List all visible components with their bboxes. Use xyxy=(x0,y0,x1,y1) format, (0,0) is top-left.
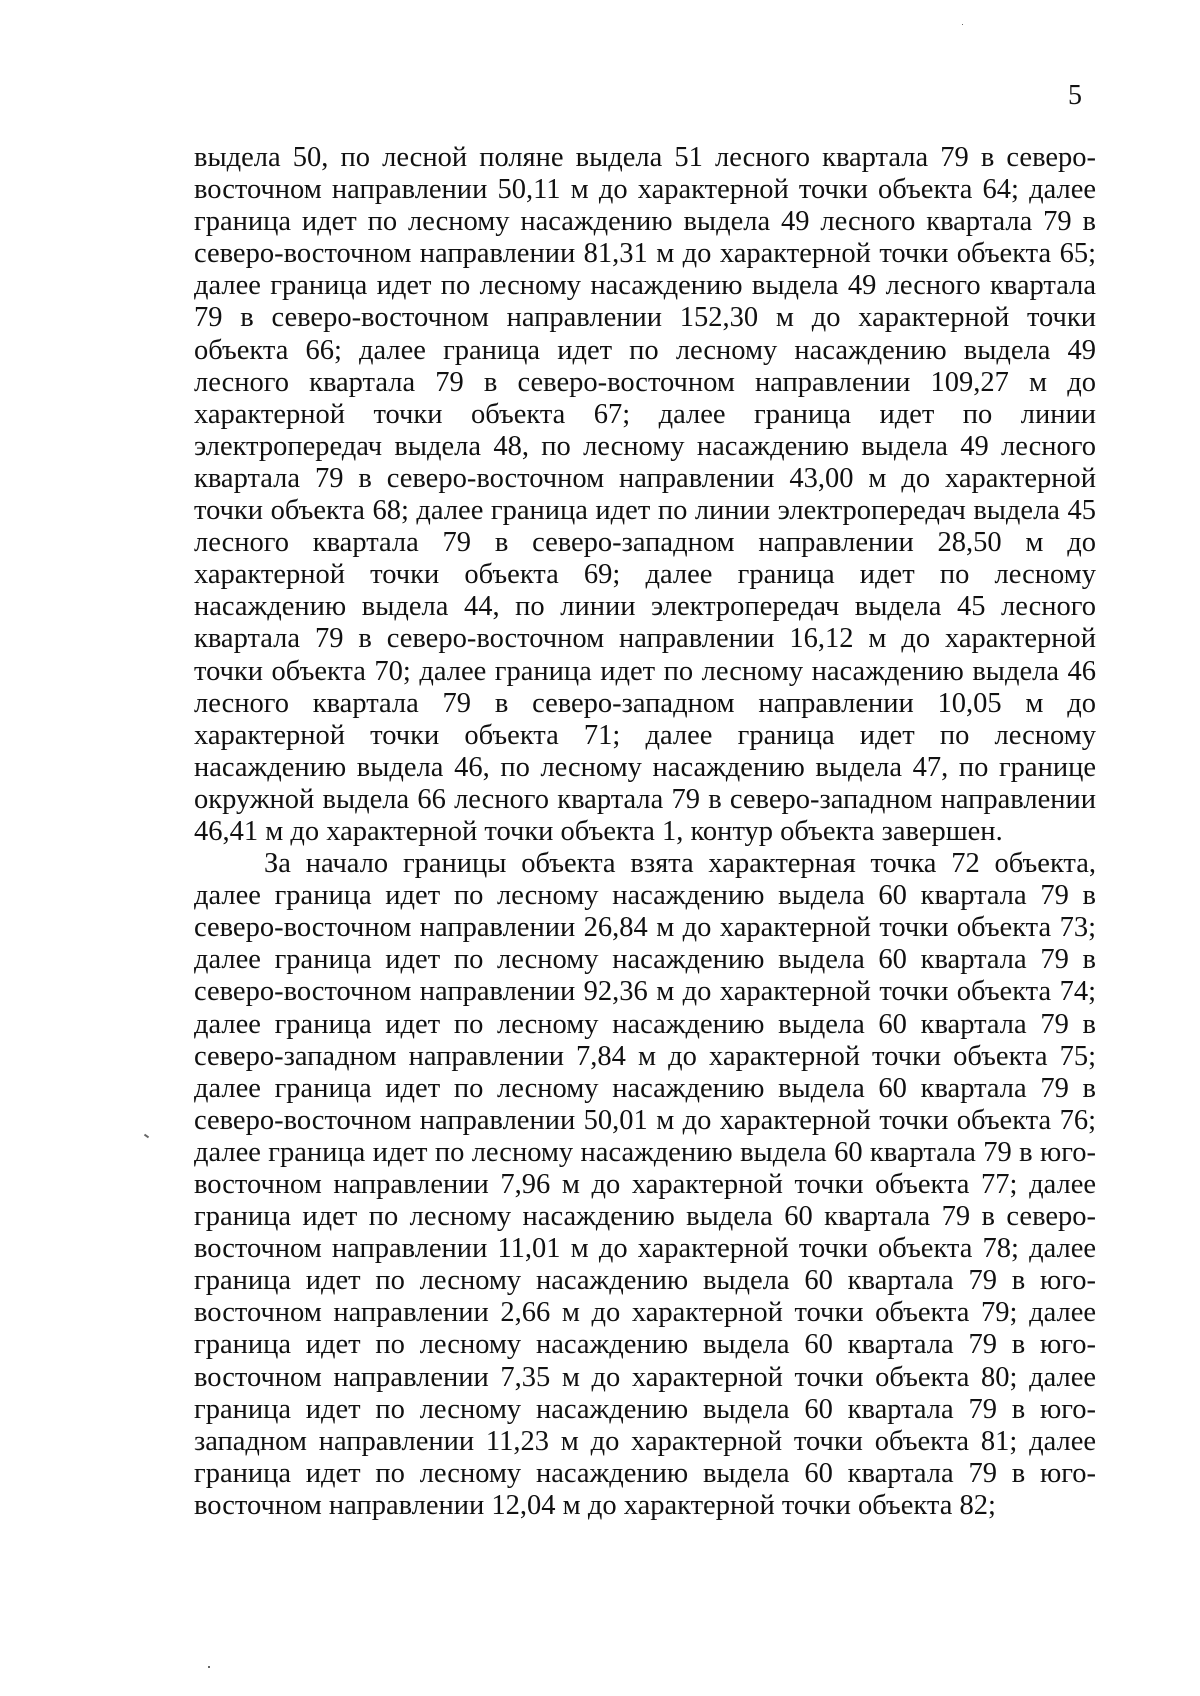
scan-speck xyxy=(144,1134,149,1139)
document-body xyxy=(194,142,1096,1522)
paragraph-boundary-description: За начало границы объекта взята характерная точка 72 объекта, далее граница идет по лесному насаждению выдела 60 квартала 79 в северо-восточном направлении 26,84 м до характерной точки объекта 73; далее граница идет по лесному насаждению выдела 60 квартала 79 в северо-восточном направлении 92,36 м до характерной точки объекта 74; далее граница идет по лесному насаждению выдела 60 квартала 79 в северо-западном направлении 7,84 м до характерной точки объекта 75; далее граница идет по лесному насаждению выдела 60 квартала 79 в северо-восточном направлении 50,01 м до характерной точки объекта 76; далее граница идет по лесному насаждению выдела 60 квартала 79 в юго-восточном направлении 7,96 м до характерной точки объекта 77; далее граница идет по лесному насаждению выдела 60 квартала 79 в северо-восточном направлении 11,01 м до характерной точки объекта 78; далее граница идет по лесному насаждению выдела 60 квартала 79 в юго-восточном направлении 2,66 м до характерной точки объекта 79; далее граница идет по лесному насаждению выдела 60 квартала 79 в юго-восточном направлении 7,35 м до характерной точки объекта 80; далее граница идет по лесному насаждению выдела 60 квартала 79 в юго-западном направлении 11,23 м до характерной точки объекта 81; далее граница идет по лесному насаждению выдела 60 квартала 79 в юго-восточном направлении 12,04 м до характерной точки объекта 82; xyxy=(194,848,1096,1521)
scan-speck xyxy=(208,1666,210,1668)
page-number: 5 xyxy=(1068,80,1082,111)
paragraph-continuation: выдела 50, по лесной поляне выдела 51 лесного квартала 79 в северо-восточном направлении 50,11 м до характерной точки объекта 64; далее граница идет по лесному насаждению выдела 49 лесного квартала 79 в северо-восточном направлении 81,31 м до характерной точки объекта 65; далее граница идет по лесному насаждению выдела 49 лесного квартала 79 в северо-восточном направлении 152,30 м до характерной точки объекта 66; далее граница идет по лесному насаждению выдела 49 лесного квартала 79 в северо-восточном направлении 109,27 м до характерной точки объекта 67; далее граница идет по линии электропередач выдела 48, по лесному насаждению выдела 49 лесного квартала 79 в северо-восточном направлении 43,00 м до характерной точки объекта 68; далее граница идет по линии электропередач выдела 45 лесного квартала 79 в северо-западном направлении 28,50 м до характерной точки объекта 69; далее граница идет по лесному насаждению выдела 44, по линии электропередач выдела 45 лесного квартала 79 в северо-восточном направлении 16,12 м до характерной точки объекта 70; далее граница идет по лесному насаждению выдела 46 лесного квартала 79 в северо-западном направлении 10,05 м до характерной точки объекта 71; далее граница идет по лесному насаждению выдела 46, по лесному насаждению выдела 47, по границе окружной выдела 66 лесного квартала 79 в северо-западном направлении 46,41 м до характерной точки объекта 1, контур объекта завершен. xyxy=(194,142,1096,847)
scan-speck xyxy=(962,24,963,25)
